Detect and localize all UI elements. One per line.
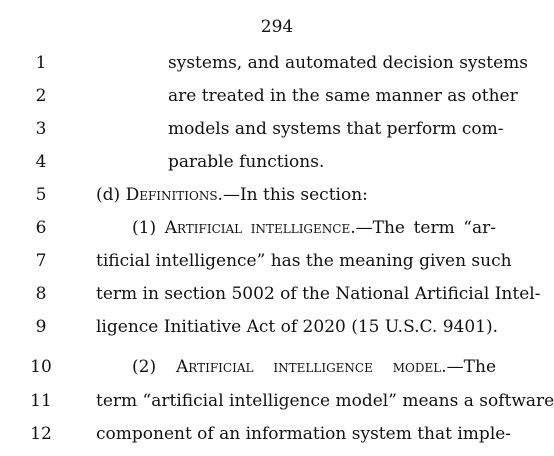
- line-number: 10: [30, 357, 52, 377]
- term-heading: Artificial intelligence.: [164, 218, 356, 238]
- line-text: parable functions.: [168, 152, 325, 172]
- line-number: 3: [35, 119, 47, 139]
- document-line: [0, 83, 554, 109]
- line-number: 9: [35, 317, 47, 337]
- line-text: tificial intelligence” has the meaning given such: [96, 251, 512, 271]
- line-text: ligence Initiative Act of 2020 (15 U.S.C. 9401).: [96, 317, 499, 337]
- heading-continuation: —The term “ar-: [355, 218, 496, 238]
- section-heading: Definitions.: [125, 185, 223, 205]
- heading-continuation: —The: [446, 357, 497, 377]
- line-number: 6: [35, 218, 47, 238]
- document-line: [0, 314, 554, 340]
- document-line: [0, 248, 554, 274]
- line-text: are treated in the same manner as other: [168, 86, 518, 106]
- subsection-label: (d): [96, 185, 126, 205]
- line-number: 2: [35, 86, 47, 106]
- document-line: [0, 281, 554, 307]
- page-number: 294: [260, 17, 294, 37]
- paragraph-label: (1): [132, 218, 165, 238]
- line-text: systems, and automated decision systems: [168, 53, 528, 73]
- line-text: [132, 354, 496, 380]
- line-text: models and systems that perform com-: [168, 119, 504, 139]
- line-text: term “artificial intelligence model” means a software: [96, 391, 554, 411]
- line-text: [96, 182, 368, 208]
- document-line: [0, 50, 554, 76]
- term-heading: Artificial intelligence model.: [176, 357, 447, 377]
- document-line: [0, 354, 554, 380]
- document-line: [0, 182, 554, 208]
- line-number: 11: [30, 391, 52, 411]
- line-number: 5: [35, 185, 47, 205]
- paragraph-label: (2): [132, 357, 176, 377]
- document-line: [0, 116, 554, 142]
- document-line: [0, 149, 554, 175]
- line-number: 7: [35, 251, 47, 271]
- line-text: [132, 215, 496, 241]
- heading-continuation: —In this section:: [222, 185, 368, 205]
- line-number: 8: [35, 284, 47, 304]
- line-text: term in section 5002 of the National Artificial Intel-: [96, 284, 541, 304]
- document-line: [0, 388, 554, 414]
- document-line: [0, 215, 554, 241]
- line-number: 1: [35, 53, 47, 73]
- line-number: 4: [35, 152, 47, 172]
- line-number: 12: [30, 424, 52, 444]
- document-line: [0, 421, 554, 447]
- line-text: component of an information system that imple-: [96, 424, 512, 444]
